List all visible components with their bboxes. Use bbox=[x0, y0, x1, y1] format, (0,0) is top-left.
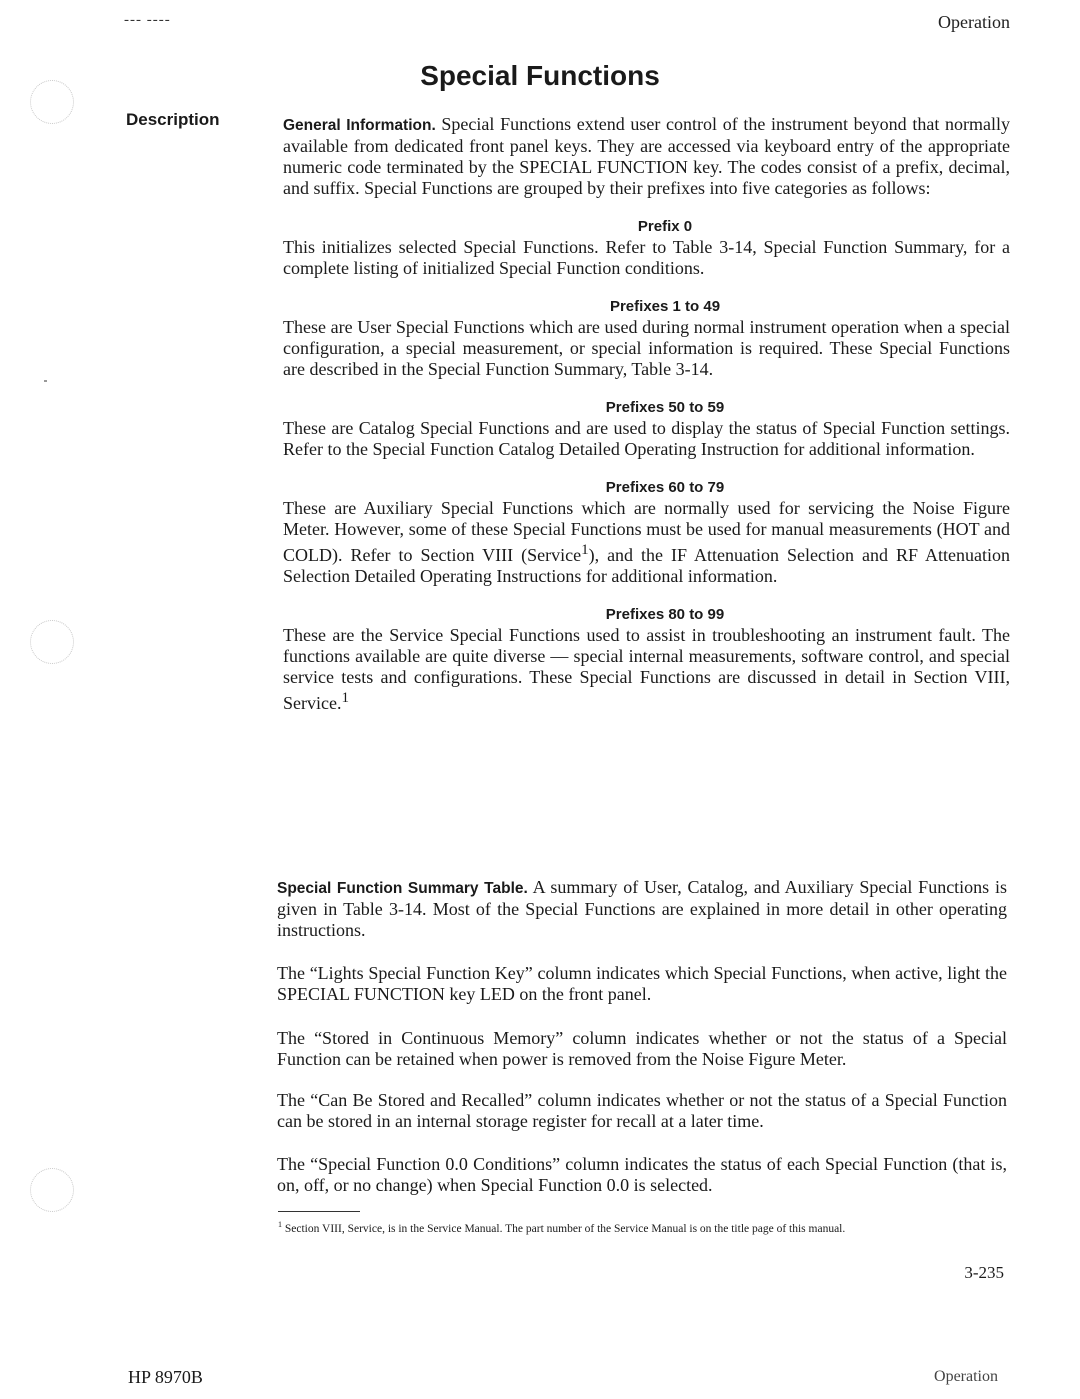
margin-mark bbox=[44, 380, 47, 382]
footer-model: HP 8970B bbox=[128, 1367, 203, 1387]
memory-paragraph: The “Stored in Continuous Memory” column indicates whether or not the status of a Special Function can be retained when power is removed from the Noise Figure Meter. bbox=[277, 1028, 1007, 1069]
footnote bbox=[278, 1220, 845, 1235]
general-info-text: Special Functions extend user control of the instrument beyond that normally available from dedicated front panel keys. They are accessed via keyboard entry of the appropriate numeric code terminated by the SPECIAL FUNCTION key. The codes consist of a prefix, decimal, and suffix. Special Functions are grouped by their prefixes into five categories as follows: bbox=[283, 114, 1010, 198]
prefix-0-text: This initializes selected Special Functions. Refer to Table 3-14, Special Function Summary, for a complete listing of initialized Special Function conditions. bbox=[283, 237, 1010, 278]
description-label: Description bbox=[126, 110, 220, 129]
page-number: 3-235 bbox=[964, 1263, 1004, 1282]
prefix-60-79-heading: Prefixes 60 to 79 bbox=[605, 479, 725, 496]
summary-text: A summary of User, Catalog, and Auxiliary Special Functions is given in Table 3-14. Most of the Special Functions are explained in more detail in other operating instructions. bbox=[277, 877, 1007, 940]
binder-hole-middle bbox=[30, 620, 74, 664]
footnote-text: Section VIII, Service, is in the Service Manual. The part number of the Service Manual is on the title page of this manual. bbox=[282, 1222, 846, 1235]
prefix-60-79-text-a: These are Auxiliary Special Functions which are normally used for servicing the Noise Figure Meter. However, some of these Special Functions must be used for manual measurements (HOT and COLD). Refer to Section VIII (Service bbox=[283, 498, 1010, 565]
footnote-mark: 1 bbox=[278, 1220, 282, 1229]
summary-run-in: Special Function Summary Table. bbox=[277, 880, 528, 897]
prefix-1-49-text: These are User Special Functions which are used during normal instrument operation when a special configuration, a special measurement, or special information is required. These Special Functions are described in the Special Function Summary, Table 3-14. bbox=[283, 317, 1010, 379]
recall-paragraph: The “Can Be Stored and Recalled” column indicates whether or not the status of a Special Function can be stored in an internal storage register for recall at a later time. bbox=[277, 1090, 1007, 1131]
general-section bbox=[283, 114, 1010, 714]
footnote-ref: 1 bbox=[341, 690, 349, 706]
prefix-80-99-text: These are the Service Special Functions used to assist in troubleshooting an instrument fault. The functions available are quite diverse — special internal measurements, software control, and special service tests and configurations. These Special Functions are discussed in detail in Section VIII, Service. bbox=[283, 625, 1010, 713]
conditions-paragraph: The “Special Function 0.0 Conditions” column indicates the status of each Special Function (that is, on, off, or no change) when Special Function 0.0 is selected. bbox=[277, 1154, 1007, 1195]
general-info-paragraph bbox=[283, 114, 1010, 199]
footer-section: Operation bbox=[934, 1368, 998, 1385]
summary-section bbox=[277, 877, 1007, 941]
summary-paragraph bbox=[277, 877, 1007, 941]
general-info-run-in: General Information. bbox=[283, 117, 436, 134]
prefix-50-59-heading: Prefixes 50 to 59 bbox=[605, 399, 725, 416]
prefix-50-59-text: These are Catalog Special Functions and are used to display the status of Special Function settings. Refer to the Special Function Catalog Detailed Operating Instruction for additional information. bbox=[283, 418, 1010, 459]
prefix-0-heading: Prefix 0 bbox=[637, 218, 693, 235]
footnote-divider bbox=[278, 1211, 360, 1212]
prefix-60-79-text-b: ), and the IF Attenuation Selection and RF Attenuation Selection Detailed Operating Instructions for additional information. bbox=[283, 545, 1010, 586]
prefix-80-99-paragraph bbox=[283, 625, 1010, 714]
header-left: --- ---- bbox=[124, 12, 171, 28]
footnote-ref: 1 bbox=[581, 542, 589, 558]
prefix-80-99-heading: Prefixes 80 to 99 bbox=[605, 606, 725, 623]
binder-hole-bottom bbox=[30, 1168, 74, 1212]
header-section: Operation bbox=[938, 12, 1010, 32]
prefix-60-79-paragraph bbox=[283, 498, 1010, 587]
page-title: Special Functions bbox=[420, 60, 660, 91]
lights-paragraph: The “Lights Special Function Key” column indicates which Special Functions, when active, light the SPECIAL FUNCTION key LED on the front panel. bbox=[277, 963, 1007, 1004]
prefix-1-49-heading: Prefixes 1 to 49 bbox=[609, 298, 721, 315]
